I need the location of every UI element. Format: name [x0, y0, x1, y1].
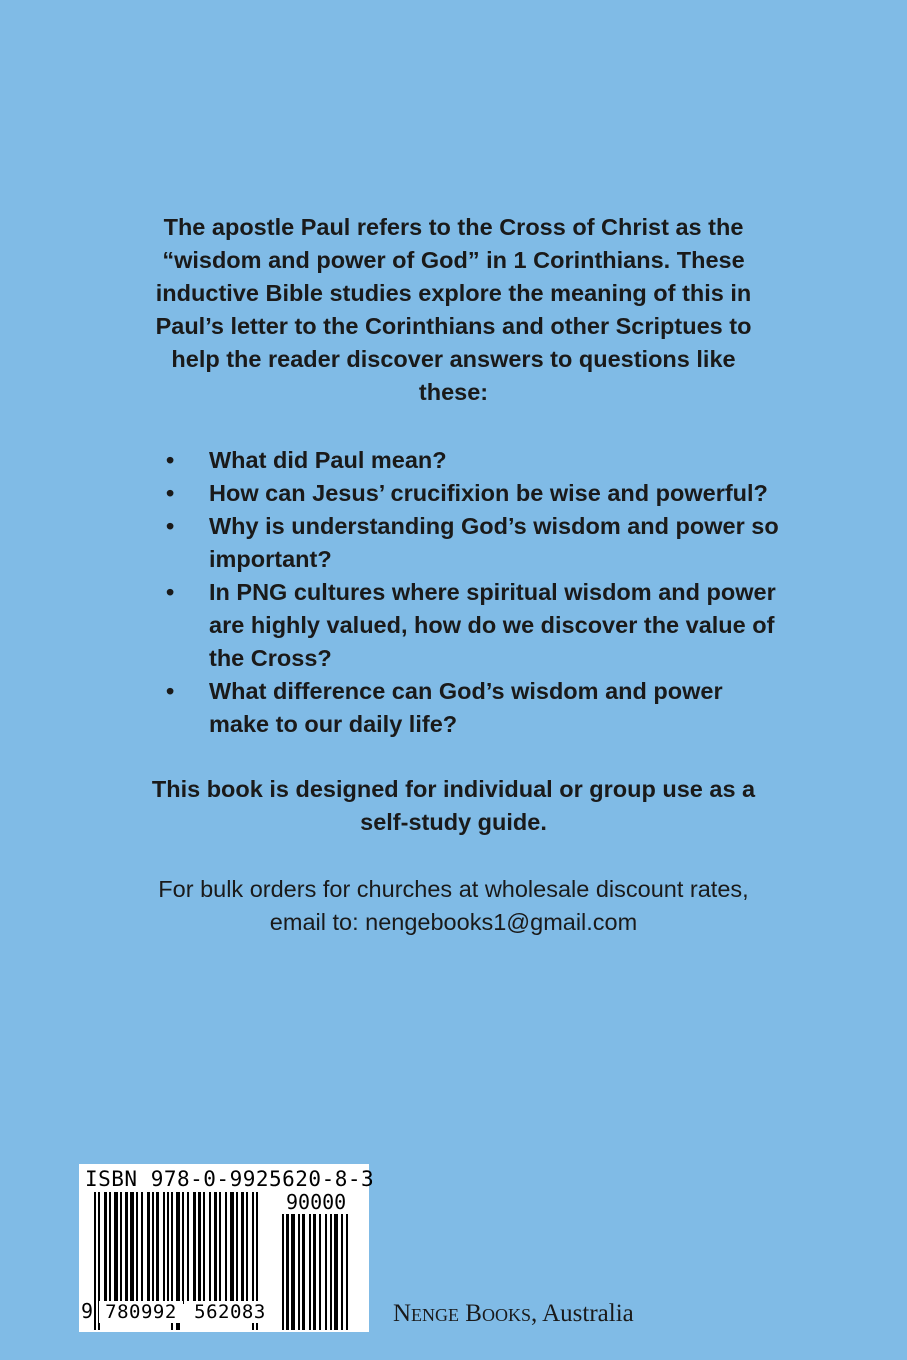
- isbn-label: ISBN 978-0-9925620-8-3: [85, 1167, 375, 1191]
- contact-email-line: email to: nengebooks1@gmail.com: [269, 909, 638, 935]
- bullet-icon: •: [166, 447, 175, 473]
- list-item: [160, 444, 780, 477]
- bullet-icon: •: [166, 579, 175, 605]
- contact-note: [140, 873, 767, 939]
- isbn-barcode: [79, 1164, 375, 1332]
- list-item: [160, 510, 780, 576]
- ean-right-digits: 562083: [187, 1301, 273, 1323]
- question-list: [160, 444, 780, 741]
- bullet-icon: •: [166, 513, 175, 539]
- list-item: [160, 576, 780, 675]
- publisher-name: Nenge Books: [393, 1300, 531, 1327]
- addon-barcode-bars-icon: [282, 1214, 362, 1330]
- bullet-icon: •: [166, 480, 175, 506]
- list-item: [160, 675, 780, 741]
- question-text: What difference can God’s wisdom and power make to our daily life?: [209, 678, 723, 737]
- blurb-intro: The apostle Paul refers to the Cross of Christ as the “wisdom and power of God” in 1 Corinthians. These inductive Bible studies explore the meaning of this in Paul’s letter to the Corinthians and other Scriptues to help the reader discover answers to questions like these:: [155, 214, 752, 405]
- publisher-imprint: [393, 1300, 634, 1328]
- question-text: Why is understanding God’s wisdom and power so important?: [209, 513, 779, 572]
- contact-line-1: For bulk orders for churches at wholesale discount rates,: [158, 876, 749, 902]
- question-text: What did Paul mean?: [209, 447, 447, 473]
- question-text: How can Jesus’ crucifixion be wise and powerful?: [209, 480, 768, 506]
- price-code: 90000: [286, 1190, 347, 1214]
- ean-left-digits: 780992: [99, 1301, 183, 1323]
- ean-first-digit: 9: [81, 1299, 94, 1323]
- usage-note: This book is designed for individual or group use as a self-study guide.: [151, 776, 756, 835]
- publisher-location: , Australia: [530, 1300, 634, 1327]
- bullet-icon: •: [166, 678, 175, 704]
- question-text: In PNG cultures where spiritual wisdom and power are highly valued, how do we discover the value of the Cross?: [209, 579, 776, 671]
- list-item: [160, 477, 780, 510]
